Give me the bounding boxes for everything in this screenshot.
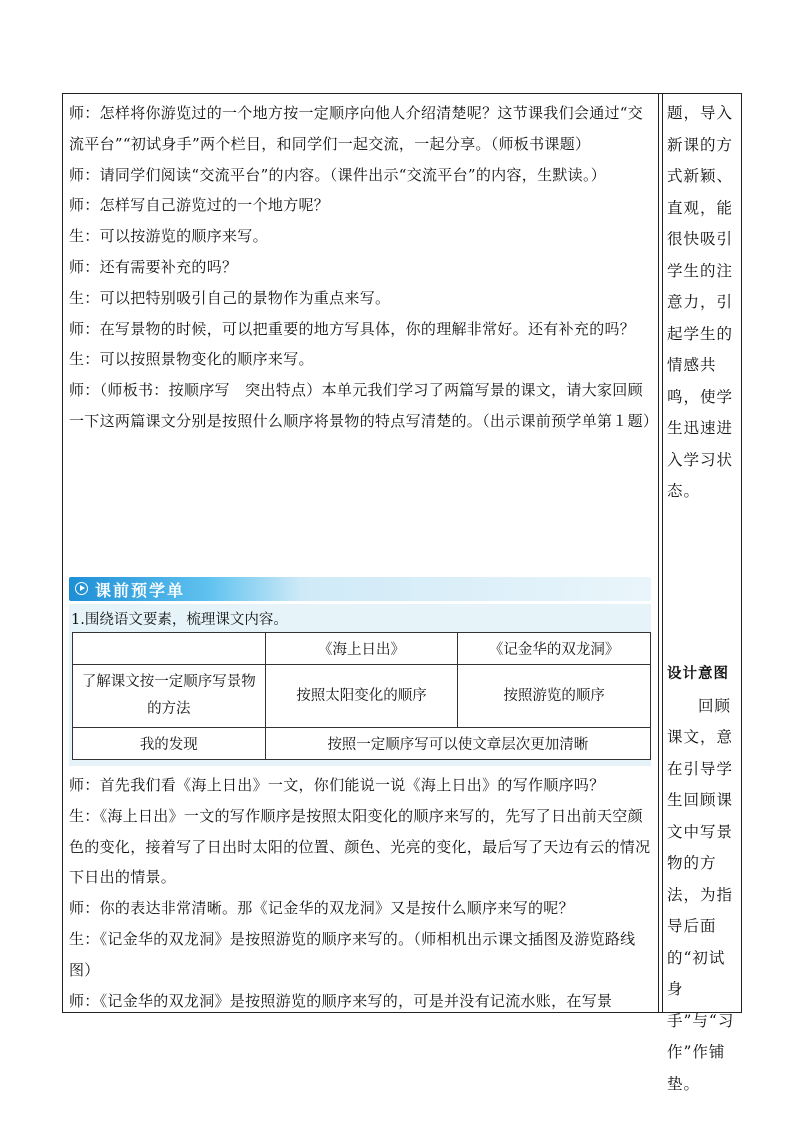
table-row [73, 728, 651, 760]
table-cell: 《记金华的双龙洞》 [458, 633, 651, 665]
play-circle-icon [75, 582, 88, 595]
dialogue-paragraph: 师：还有需要补充的吗？ [69, 257, 238, 276]
main-content-top [69, 98, 659, 437]
prestudy-question: 1.围绕语文要素，梳理课文内容。 [71, 612, 288, 628]
table-cell: 我的发现 [73, 728, 266, 760]
dialogue-paragraph: 师：请同学们阅读“交流平台”的内容。（课件出示“交流平台”的内容，生默读。） [69, 165, 607, 184]
table-cell: 按照太阳变化的顺序 [265, 665, 458, 728]
dialogue-paragraph: 师：你的表达非常清晰。那《记金华的双龙洞》又是按什么顺序来写的呢？ [69, 899, 574, 918]
side-note-top: 题，导入新课的方式新颖、直观，能很快吸引学生的注意力，引起学生的情感共鸣，使学生迅速进入学习状态。 [667, 104, 734, 500]
table-cell: 了解课文按一定顺序写景物的方法 [73, 665, 266, 728]
dialogue-paragraph: 生：可以按照景物变化的顺序来写。 [69, 350, 314, 369]
table-cell: 《海上日出》 [265, 633, 458, 665]
prestudy-banner-label: 课前预学单 [95, 581, 186, 600]
table-cell: 按照游览的顺序 [458, 665, 651, 728]
dialogue-paragraph: 师：在写景物的时候，可以把重要的地方写具体，你的理解非常好。还有补充的吗？ [69, 319, 636, 338]
dialogue-paragraph: 师：首先我们看《海上日出》一文，你们能说一说《海上日出》的写作顺序吗？ [69, 776, 605, 794]
main-content-bottom [69, 770, 653, 1016]
prestudy-table [72, 632, 651, 760]
dialogue-paragraph: 生：可以把特别吸引自己的景物作为重点来写。 [69, 288, 391, 307]
column-divider [658, 94, 659, 1012]
dialogue-paragraph: 生：《记金华的双龙洞》是按照游览的顺序来写的。（师相机出示课文插图及游览路线图） [69, 929, 636, 979]
design-intent-text: 回顾课文，意在引导学生回顾课文中写景物的方法，为指导后面的“初试身手”与“习作”作铺垫。 [667, 696, 735, 1093]
dialogue-paragraph: 师：怎样将你游览过的一个地方按一定顺序向他人介绍清楚呢？这节课我们会通过“交流平台”“初试身手”两个栏目，和同学们一起交流，一起分享。（师板书课题） [69, 104, 644, 153]
dialogue-paragraph: 生：《海上日出》一文的写作顺序是按照太阳变化的顺序来写的，先写了日出前天空颜色的变化，接着写了日出时太阳的位置、颜色、光亮的变化，最后写了天边有云的情况下日出的情景。 [69, 806, 651, 887]
prestudy-box [69, 604, 651, 766]
table-cell [73, 633, 266, 665]
dialogue-paragraph: 师：（师板书：按顺序写 突出特点）本单元我们学习了两篇写景的课文，请大家回顾一下这两篇课文分别是按照什么顺序将景物的特点写清楚的。（出示课前预学单第１题） [69, 381, 659, 430]
prestudy-banner [69, 577, 651, 601]
lesson-plan-table [62, 93, 742, 1093]
design-intent-title: 设计意图 [667, 666, 729, 682]
dialogue-paragraph: 生：可以按游览的顺序来写。 [69, 227, 268, 246]
dialogue-paragraph: 师：怎样写自己游览过的一个地方呢？ [69, 196, 330, 215]
dialogue-paragraph: 师：《记金华的双龙洞》是按照游览的顺序来写的，可是并没有记流水账，在写景 [69, 991, 613, 1010]
column-divider [662, 94, 663, 1012]
table-row [73, 633, 651, 665]
table-cell: 按照一定顺序写可以使文章层次更加清晰 [265, 728, 650, 760]
side-note-design [667, 659, 739, 1100]
table-row [73, 665, 651, 728]
